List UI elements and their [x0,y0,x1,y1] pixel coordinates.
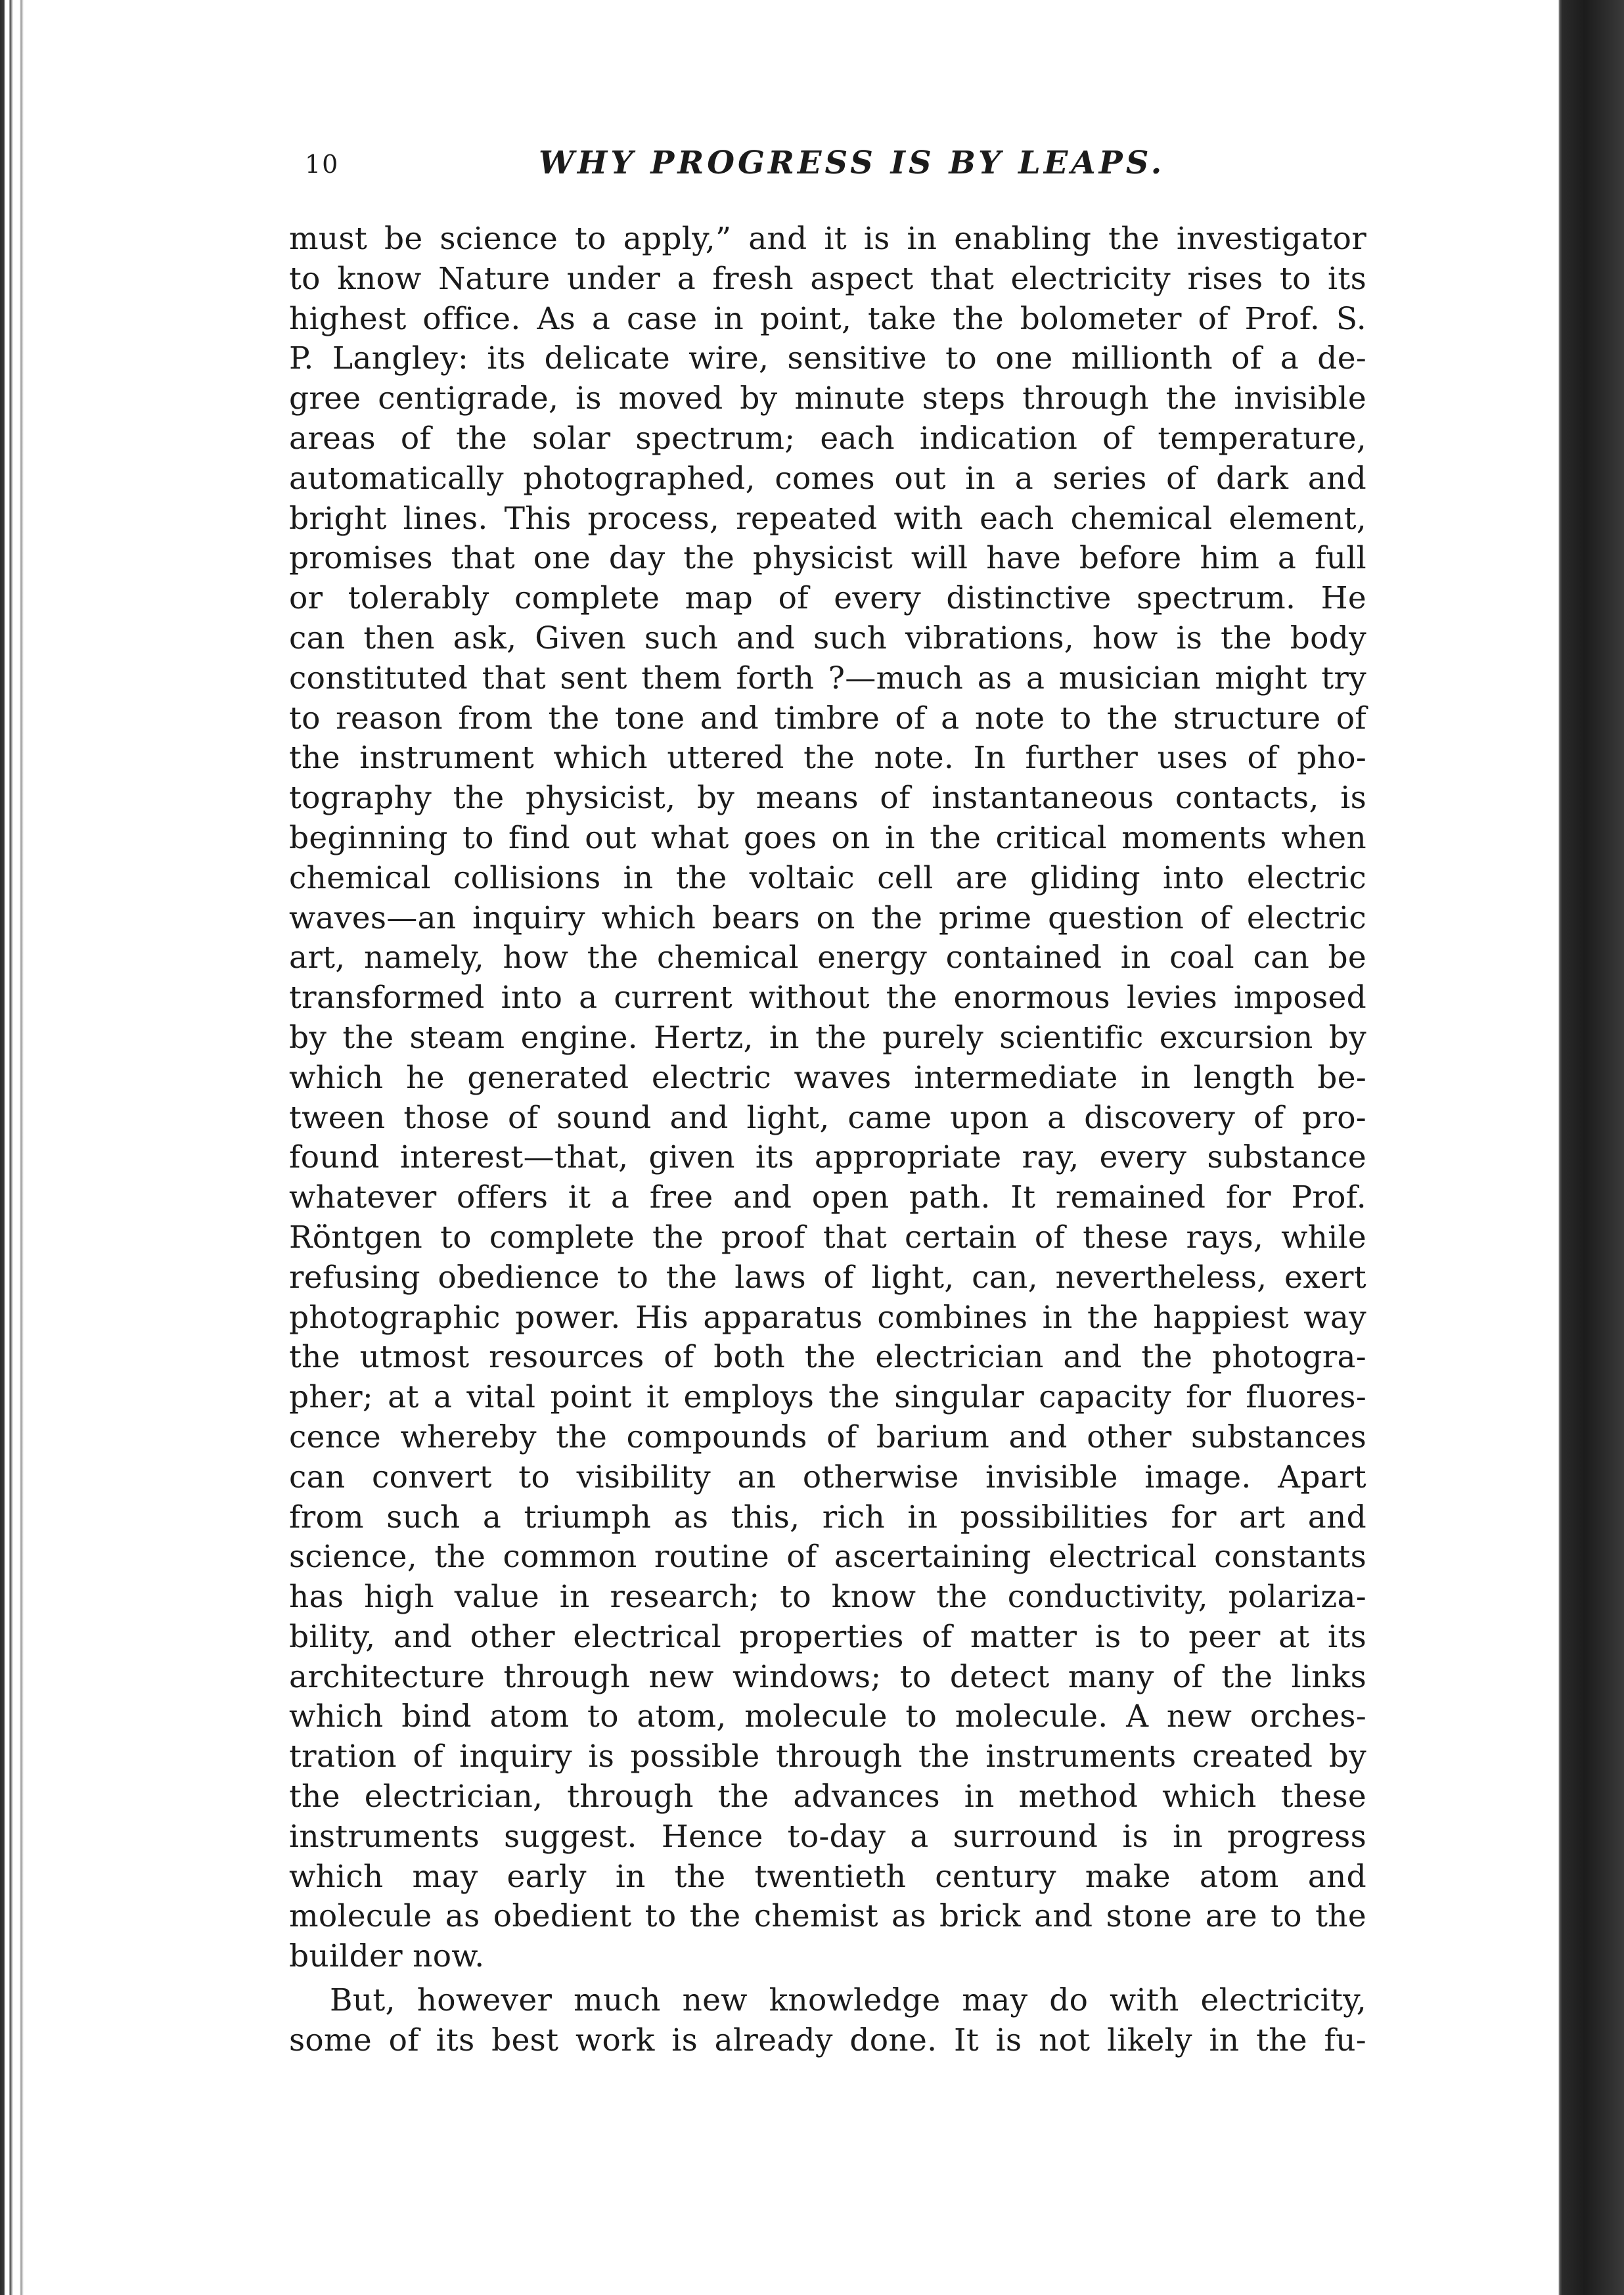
paragraph [289,219,1366,1977]
text-line: the utmost resources of both the electrician and the photogra- [289,1339,1366,1376]
text-line: which may early in the twentieth century make atom and [289,1858,1366,1895]
text-line: refusing obedience to the laws of light, can, nevertheless, exert [289,1259,1366,1296]
text-line: by the steam engine. Hertz, in the purely scientific excursion by [289,1019,1366,1056]
text-line: gree centigrade, is moved by minute steps through the invisible [289,380,1366,417]
text-line: can convert to visibility an otherwise invisible image. Apart [289,1459,1366,1495]
text-line: has high value in research; to know the conductivity, polariza- [289,1579,1366,1616]
running-title: WHY PROGRESS IS BY LEAPS. [539,145,1165,181]
text-line: molecule as obedient to the chemist as brick and stone are to the [289,1898,1366,1935]
text-line: cence whereby the compounds of barium and other substances [289,1419,1366,1455]
text-line: must be science to apply,” and it is in enabling the investigator [289,221,1366,257]
text-line: the electrician, through the advances in method which these [289,1779,1366,1815]
text-line: bility, and other electrical properties of matter is to peer at its [289,1618,1366,1655]
paragraph [289,1981,1366,2061]
text-line: beginning to find out what goes on in the critical moments when [289,819,1366,856]
book-page [289,138,1366,2061]
page-number: 10 [305,150,340,179]
text-line: some of its best work is already done. It is not likely in the fu- [289,2022,1366,2058]
text-line: which bind atom to atom, molecule to molecule. A new orches- [289,1698,1366,1735]
text-line: constituted that sent them forth ?—much as a musician might try [289,660,1366,696]
text-line: bright lines. This process, repeated with each chemical element, [289,500,1366,537]
text-line: to reason from the tone and timbre of a note to the structure of [289,700,1366,737]
text-line: transformed into a current without the enormous levies imposed [289,980,1366,1016]
text-line: tography the physicist, by means of instantaneous contacts, is [289,780,1366,817]
text-line: builder now. [289,1938,485,1975]
text-line: instruments suggest. Hence to-day a surround is in progress [289,1818,1366,1855]
text-line: or tolerably complete map of every distinctive spectrum. He [289,580,1366,617]
body-text [289,219,1366,2061]
text-line: found interest—that, given its appropriate ray, every substance [289,1139,1366,1176]
text-line: pher; at a vital point it employs the singular capacity for fluores- [289,1379,1366,1416]
text-line: highest office. As a case in point, take the bolometer of Prof. S. [289,300,1366,337]
text-line: Röntgen to complete the proof that certain of these rays, while [289,1219,1366,1256]
text-line: chemical collisions in the voltaic cell are gliding into electric [289,859,1366,896]
text-line: which he generated electric waves intermediate in length be- [289,1059,1366,1096]
text-line: promises that one day the physicist will have before him a full [289,540,1366,577]
text-line: tween those of sound and light, came upon a discovery of pro- [289,1099,1366,1136]
text-line: P. Langley: its delicate wire, sensitive to one millionth of a de- [289,340,1366,377]
text-line: to know Nature under a fresh aspect that electricity rises to its [289,260,1366,297]
text-line: science, the common routine of ascertaining electrical constants [289,1539,1366,1576]
text-line: tration of inquiry is possible through the instruments created by [289,1738,1366,1775]
text-line: from such a triumph as this, rich in possibilities for art and [289,1499,1366,1535]
text-line: the instrument which uttered the note. In further uses of pho- [289,740,1366,777]
text-line: automatically photographed, comes out in a series of dark and [289,460,1366,497]
text-line: photographic power. His apparatus combines in the happiest way [289,1299,1366,1336]
text-line: can then ask, Given such and such vibrations, how is the body [289,620,1366,656]
text-line: art, namely, how the chemical energy contained in coal can be [289,940,1366,976]
running-head [289,138,1366,191]
book-spine-edge [0,0,42,2295]
text-line: architecture through new windows; to detect many of the links [289,1658,1366,1695]
next-page-edge [1545,0,1624,2295]
text-line: areas of the solar spectrum; each indication of temperature, [289,420,1366,457]
text-line: whatever offers it a free and open path. It remained for Prof. [289,1179,1366,1216]
text-line: waves—an inquiry which bears on the prime question of electric [289,899,1366,936]
text-line: But, however much new knowledge may do with electricity, [330,1982,1366,2019]
